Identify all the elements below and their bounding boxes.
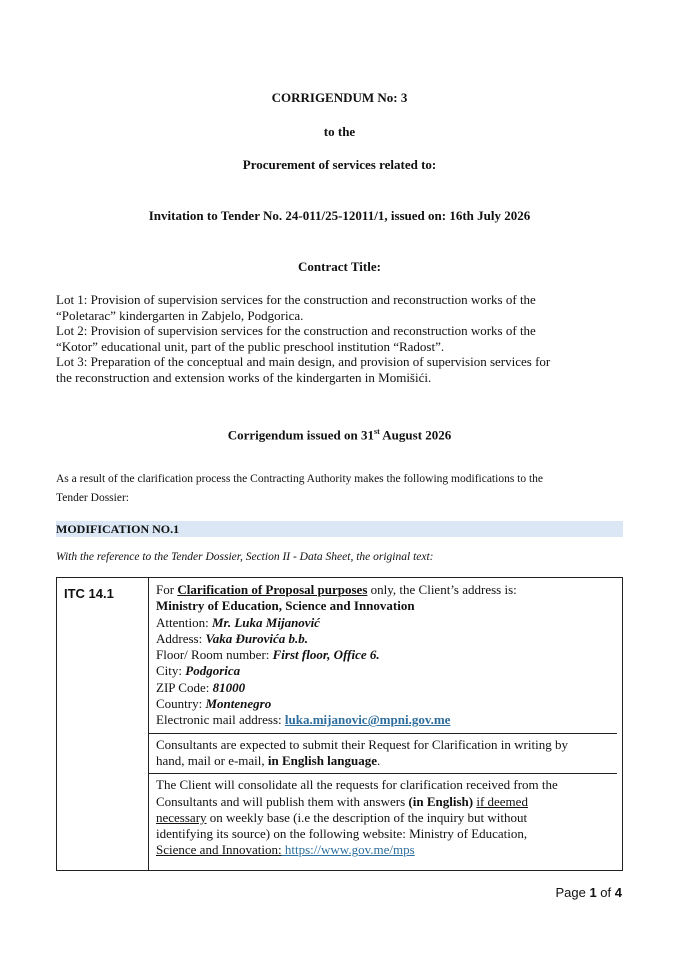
content-cell (156, 582, 618, 859)
zip-value: 81000 (212, 679, 246, 695)
floor-value: First floor, Office 6. (272, 647, 380, 663)
clarification-purposes: Clarification of Proposal purposes (177, 582, 368, 597)
country-value: Montenegro (205, 696, 272, 712)
clause-label: ITC 14.1 (64, 586, 114, 601)
clause-cell (57, 578, 149, 870)
p3-line-3 (156, 810, 618, 826)
lot-1-line-1: Lot 1: Provision of supervision services for the construction and reconstruction works of the (56, 292, 536, 307)
p3-line-4: identifying its source) on the following website: Ministry of Education, (156, 826, 528, 842)
p2-line-1: Consultants are expected to submit their Request for Clarification in writing by (156, 736, 568, 752)
intro-paragraph (56, 470, 626, 508)
p2-line-2 (156, 753, 618, 769)
p2-period: . (377, 752, 381, 768)
reference-text: With the reference to the Tender Dossier, Section II - Data Sheet, the original text: (56, 551, 434, 563)
contract-title-label: Contract Title: (298, 259, 381, 274)
lot-3-line-2: the reconstruction and extension works of the kindergarten in Momišići. (56, 369, 432, 385)
address-value: Vaka Đurovića b.b. (205, 630, 309, 646)
email-link[interactable]: luka.mijanovic@mpni.gov.me (284, 712, 451, 728)
data-sheet-table (56, 577, 623, 871)
corrigendum-issued-line (0, 427, 679, 443)
lot-1-line-2: “Poletarac” kindergarten in Zabjelo, Podgorica. (56, 307, 304, 323)
email-label: Electronic mail address: (156, 712, 285, 728)
english-language: in English language (267, 752, 378, 768)
p2-text: hand, mail or e-mail, (156, 752, 268, 768)
address-line (156, 631, 618, 647)
website-link[interactable]: https://www.gov.me/mps (281, 842, 415, 858)
city-label: City: (156, 663, 186, 679)
p3-text-a: Consultants and will publish them with answers (156, 793, 409, 809)
p3-line-1: The Client will consolidate all the requests for clarification received from the (156, 777, 558, 793)
attention-value: Mr. Luka Mijanović (211, 614, 320, 630)
page-number (555, 885, 622, 900)
floor-line (156, 647, 618, 663)
row-divider (149, 733, 617, 734)
lots-list (56, 292, 626, 386)
procurement-line: Procurement of services related to: (242, 157, 437, 172)
to-the-line: to the (323, 124, 356, 139)
p3-text-b: on weekly base (i.e the description of the inquiry but without (206, 809, 528, 825)
document-title: CORRIGENDUM No: 3 (271, 90, 408, 105)
in-english: (in English) (408, 793, 474, 809)
lot-2-line-1: Lot 2: Provision of supervision services for the construction and reconstruction works of the (56, 323, 536, 339)
issued-suffix: August 2026 (379, 427, 452, 443)
lot-3-line-1: Lot 3: Preparation of the conceptual and main design, and provision of supervision services for (56, 354, 551, 370)
ministry-ref: Science and Innovation: (156, 842, 282, 858)
issued-prefix: Corrigendum issued on 31 (227, 427, 374, 443)
page-label: Page (555, 885, 590, 900)
page-of: of (596, 885, 615, 900)
p3-line-5 (156, 842, 618, 858)
city-line (156, 663, 618, 679)
zip-line (156, 680, 618, 696)
attention-line (156, 615, 618, 631)
zip-label: ZIP Code: (156, 679, 213, 695)
address-label: Address: (156, 630, 206, 646)
attention-label: Attention: (156, 614, 212, 630)
floor-label: Floor/ Room number: (156, 647, 273, 663)
intro-line-2: Tender Dossier: (56, 492, 129, 504)
page-total: 4 (614, 885, 622, 900)
issued-sup: st (373, 427, 380, 436)
ministry-name: Ministry of Education, Science and Innovation (156, 598, 415, 614)
email-line (156, 712, 618, 728)
if-deemed: if deemed (476, 793, 528, 809)
city-value: Podgorica (185, 663, 241, 679)
lot-2-line-2: “Kotor” educational unit, part of the public preschool institution “Radost”. (56, 338, 445, 354)
necessary-text: necessary (156, 809, 207, 825)
address-intro-text: only, the Client’s address is: (367, 582, 517, 597)
country-label: Country: (156, 696, 206, 712)
for-text: For (156, 582, 178, 597)
modification-heading: MODIFICATION NO.1 (56, 521, 623, 537)
p3-line-2 (156, 794, 618, 810)
country-line (156, 696, 618, 712)
page-current: 1 (589, 885, 597, 900)
address-intro-line (156, 582, 618, 598)
invitation-line: Invitation to Tender No. 24-011/25-12011/1, issued on: 16th July 2026 (148, 208, 531, 223)
row-divider (149, 773, 617, 774)
intro-line-1: As a result of the clarification process the Contracting Authority makes the following modifications to the (56, 473, 544, 485)
